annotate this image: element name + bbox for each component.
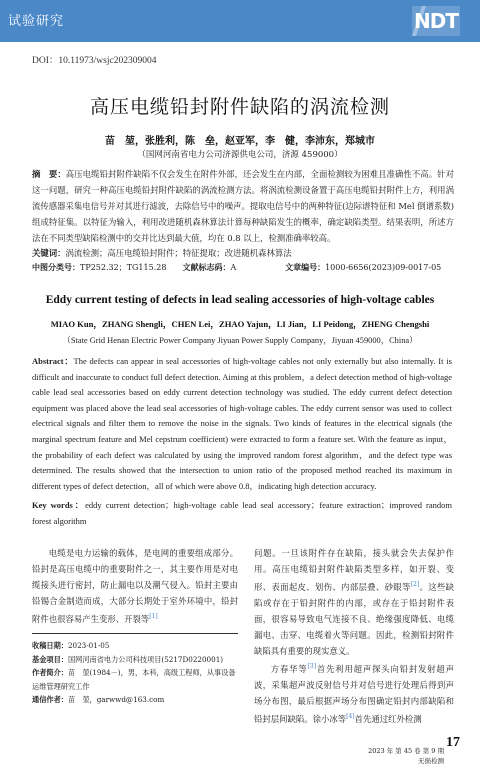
footnote-divider: [32, 633, 238, 634]
abstract-label-en: Abstract：: [32, 356, 74, 366]
page-number: 17: [446, 735, 460, 750]
abstract-text-cn: 高压电缆铅封附件缺陷不仅会发生在附件外部，还会发生在内部，全面检测较为困难且准确性不高。针对这一问题，研究一种高压电缆铅封附件缺陷的涡流检测方法。将涡流检测设备置于高压电缆铅封附件上方，利用涡流传感器采集电信号并对其进行滤波，去除信号中的噪声。提取电信号中的两种特征(边际谱特征和 Mel 倒谱系数)组成特征集。以特征为输入，利用改进随机森林算法计算每种缺陷发生的概率，确定缺陷类型。结果表明，所述方法在不同类型缺陷检测中的交并比达到最大值，均在 0.8 以上，检测准确率较高。: [32, 169, 454, 243]
body-right-para2: [254, 659, 454, 727]
doc-code: [183, 262, 283, 273]
article-no-label: 文章编号：: [285, 263, 326, 272]
keywords-label-en: Key words：: [32, 500, 86, 510]
citation-2[interactable]: [2]: [410, 581, 420, 588]
clc-label: 中图分类号：: [32, 263, 80, 272]
fund-value: 国网河南省电力公司科技项目(5217D0220001): [67, 654, 224, 664]
keywords-en: [32, 498, 452, 529]
corr-value: 苗 堃，garwwd@163.com: [67, 695, 165, 704]
abstract-cn: [32, 166, 454, 246]
journal-name: 无损检测: [418, 757, 444, 765]
journal-info: [340, 746, 444, 766]
journal-issue: 2023 年 第 45 卷 第 9 期: [368, 747, 444, 755]
journal-logo: [412, 6, 460, 36]
para2-text-c: 首先通过红外检测: [354, 713, 422, 724]
doi: DOI：10.11973/wsjc202309004: [32, 56, 157, 66]
keywords-text-en: eddy current detection；high-voltage cable lead seal accessory；feature extraction；improved random forest algorithm: [32, 500, 452, 526]
section-label: 试验研究: [8, 14, 65, 29]
authors-cn: 苗 堃，张胜利，陈 垒，赵亚军，李 健，李沛东，郑城市: [105, 136, 375, 147]
logo-text: NDT: [414, 9, 458, 33]
article-number: [285, 262, 441, 273]
footnote-received: [32, 639, 242, 653]
bio-label: 作者简介：: [32, 668, 68, 677]
keywords-cn: [32, 246, 454, 260]
footnotes: [32, 639, 242, 707]
bio-value: 苗 堃(1984－)，男，本科，高级工程师，从事设备运维管理研究工作: [32, 668, 236, 691]
affiliation-en: （State Grid Henan Electric Power Company Jiyuan Power Supply Company，Jiyuan 459000，China）: [62, 336, 418, 345]
abstract-label-cn: 摘 要：: [32, 169, 66, 179]
doc-code-value: A: [230, 263, 237, 272]
body-column-left: [32, 545, 238, 627]
authors-en: MIAO Kun，ZHANG Shengli，CHEN Lei，ZHAO Yajun，LI Jian，LI Peidong，ZHENG Chengshi: [50, 319, 430, 329]
footnote-bio: [32, 666, 242, 693]
received-value: 2023-01-05: [67, 641, 110, 650]
classification-line: [32, 262, 454, 273]
body-column-right: [254, 545, 454, 726]
para2-text-a: 方春华等: [270, 663, 308, 674]
footnote-fund: [32, 653, 242, 667]
para1-text-a: 问题。一旦该附件存在缺陷，接头就会失去保护作用。高压电缆铅封附件缺陷类型多样，如开裂、变形、表面起皮、划伤、内部层叠、砂眼等: [254, 548, 454, 592]
keywords-text-cn: 涡流检测；高压电缆铅封附件；特征提取；改进随机森林算法: [65, 248, 292, 258]
received-label: 收稿日期：: [32, 641, 68, 650]
keywords-label-cn: 关键词：: [32, 248, 66, 258]
body-right-para1: [254, 545, 454, 659]
body-left-text: 电缆是电力运输的载体，是电网的重要组成部分。铅封是高压电缆中的重要附件之一，其主要作用是对电缆接头进行密封，防止漏电以及潮气侵入。铅封主要由铅锡合金制造而成，大部分长期处于室外环境中，铅封附件也很容易产生变形、开裂等: [32, 548, 238, 624]
affiliation-cn: （国网河南省电力公司济源供电公司，济源 459000）: [137, 150, 343, 160]
citation-1[interactable]: [1]: [149, 613, 158, 620]
clc-value: TP252.32；TG115.28: [80, 263, 167, 272]
paper-title-cn: 高压电缆铅封附件缺陷的涡流检测: [89, 96, 390, 118]
paper-title-en: Eddy current testing of defects in lead sealing accessories of high-voltage cables: [45, 294, 435, 306]
para2-text-b: 首先利用超声探头向铅封发射超声波，采集超声波反射信号并对信号进行处理后得到声场分布图，最后根据声场分布图确定铅封内部缺陷和铅封层间缺陷。徐小冰等: [254, 663, 455, 724]
doc-code-label: 文献标志码：: [182, 263, 231, 272]
citation-3[interactable]: [3]: [307, 662, 317, 670]
clc-number: [32, 262, 180, 273]
corr-label: 通信作者：: [32, 695, 68, 704]
footnote-corresponding: [32, 693, 242, 707]
article-no-value: 1000-6656(2023)09-0017-05: [325, 263, 442, 272]
abstract-text-en: The defects can appear in seal accessories of high-voltage cables not only externally but also internally. It is difficult and inaccurate to conduct full defect detection. Aiming at this problem，a defect detection method of high-voltage cable lead seal accessories based on eddy current detection technology was studied. The eddy current defect detection equipment was placed above the lead seal accessories of high-voltage cables. The eddy current sensor was used to collect electrical signals and filter them to remove the noise in the signals. Two kinds of features in the electrical signals (the marginal spectrum feature and Mel cepstrum coefficient) were extracted to form a feature set. With the feature as input，the probability of each defect was calculated by using the improved random forest algorithm，and the defect type was determined. The results showed that the intersection to union ratio of the proposed method reached its maximum in different types of defect detection，all of which were above 0.8，indicating high detection accuracy.: [32, 356, 452, 491]
para1-text-b: 。这些缺陷或存在于铅封附件的内部，或存在于铅封附件表面，很容易导致电气连接不良、绝缘强度降低、电缆漏电、击穿、电缆着火等问题。因此，检测铅封附件缺陷具有重要的现实意义。: [254, 581, 455, 656]
citation-4[interactable]: [4]: [346, 712, 355, 720]
abstract-en: [32, 354, 452, 494]
header-band: [0, 0, 480, 42]
fund-label: 基金项目：: [32, 654, 68, 664]
